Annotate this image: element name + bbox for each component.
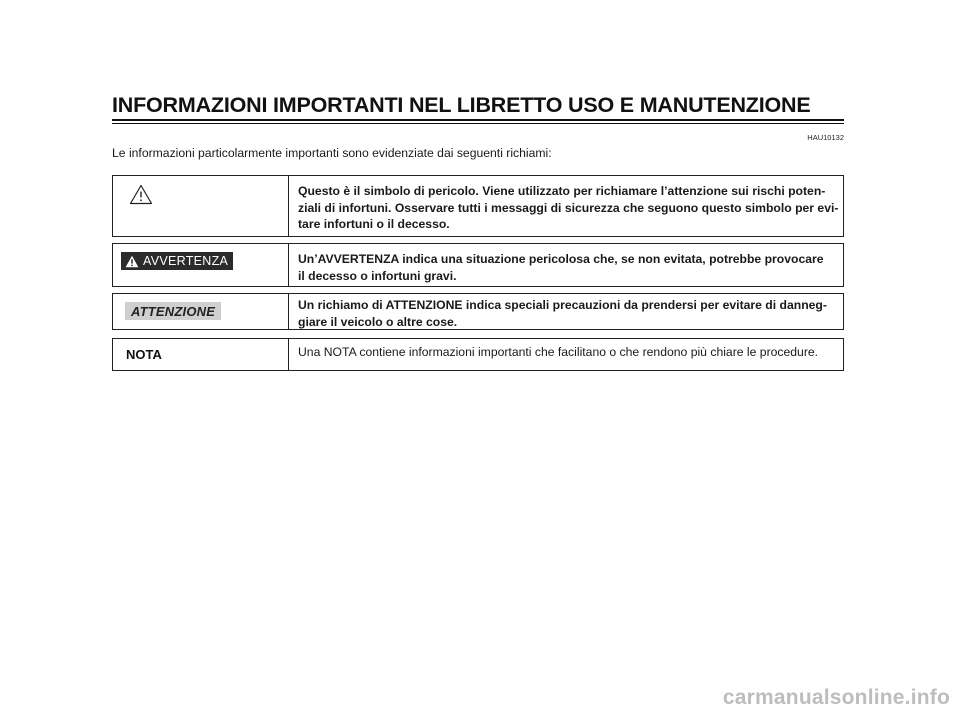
avvertenza-label: AVVERTENZA	[143, 254, 229, 268]
notice-line: giare il veicolo o altre cose.	[298, 314, 458, 329]
notice-line: Un richiamo di ATTENZIONE indica speciali precauzioni da prendersi per evitare di danneg-	[298, 298, 827, 312]
box-divider	[288, 294, 289, 329]
box-divider	[288, 176, 289, 236]
page-title: INFORMAZIONI IMPORTANTI NEL LIBRETTO USO E MANUTENZIONE	[112, 93, 811, 117]
title-rule-thin	[112, 123, 844, 124]
notice-box-attenzione	[112, 293, 844, 330]
notice-line: il decesso o infortuni gravi.	[298, 268, 457, 283]
notice-line: Un’AVVERTENZA indica una situazione pericolosa che, se non evitata, potrebbe provocare	[298, 252, 824, 266]
attenzione-badge: ATTENZIONE	[125, 302, 221, 320]
section-code: HAU10132	[807, 133, 844, 142]
notice-box-avvertenza	[112, 243, 844, 287]
notice-line: ziali di infortuni. Osservare tutti i messaggi di sicurezza che seguono questo simbolo per evi-	[298, 200, 839, 215]
notice-box-nota	[112, 338, 844, 371]
warning-icon	[125, 255, 139, 268]
notice-text	[298, 251, 839, 284]
watermark-text: carmanualsonline.info	[722, 686, 950, 709]
box-divider	[288, 339, 289, 370]
box-divider	[288, 244, 289, 286]
intro-text: Le informazioni particolarmente importanti sono evidenziate dai seguenti richiami:	[112, 146, 552, 160]
nota-label: NOTA	[126, 347, 162, 362]
notice-text	[298, 183, 839, 233]
hazard-triangle-icon	[129, 184, 153, 205]
notice-text	[298, 344, 839, 361]
notice-line: Questo è il simbolo di pericolo. Viene utilizzato per richiamare l’attenzione sui rischi poten-	[298, 184, 826, 198]
title-rule-thick	[112, 119, 844, 121]
notice-box-hazard	[112, 175, 844, 237]
avvertenza-badge	[121, 252, 233, 270]
notice-line: Una NOTA contiene informazioni importanti che facilitano o che rendono più chiare le procedure.	[298, 345, 819, 359]
notice-line: tare infortuni o il decesso.	[298, 217, 450, 231]
notice-text	[298, 297, 839, 330]
